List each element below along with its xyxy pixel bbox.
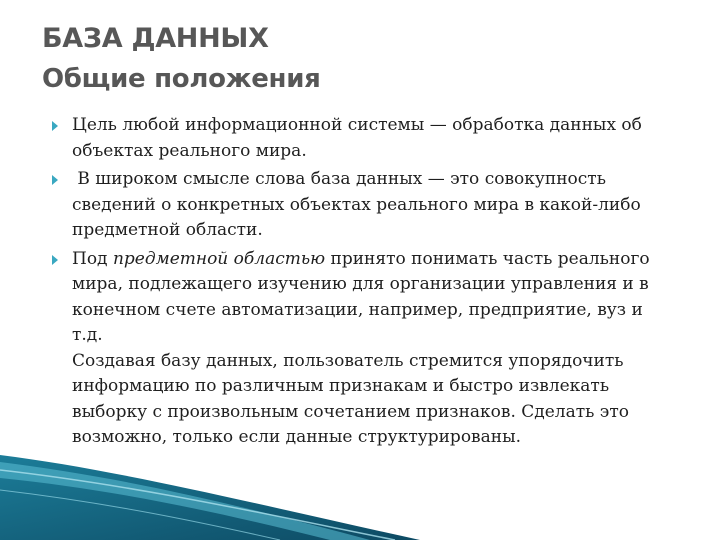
bullet-text: Цель любой информационной системы — обработка данных об объектах реального мира. [72,115,642,161]
triangle-bullet-icon [52,121,58,131]
bullet-item [52,167,672,244]
triangle-bullet-icon [52,255,58,265]
bullet-list [52,113,672,451]
bullet-text-start: Под [72,248,113,269]
bullet-item [52,247,672,349]
bullet-item [52,113,672,164]
slide-subtitle: Общие положения [42,64,321,94]
slide-title: БАЗА ДАННЫХ [42,23,269,54]
bullet-text [72,247,672,349]
continuation-paragraph: Создавая базу данных, пользователь стремится упорядочить информацию по различным признакам и быстро извлекать выборку с произвольным сочетанием признаков. Сделать это возможно, только если данные структурированы. [72,350,629,447]
title-block [42,20,321,98]
bullet-text-italic-term: предметной областью [112,248,326,269]
triangle-bullet-icon [52,175,58,185]
bullet-text-end: принято понимать часть реального мира, подлежащего изучению для организации управления и в конечном счете автоматизации, например, предприятие, вуз и т.д. [72,248,656,345]
wave-band-dark [0,455,420,540]
bullet-text: В широком смысле слова база данных — это совокупность сведений о конкретных объектах реального мира в какой-либо предметной области. [72,169,647,240]
